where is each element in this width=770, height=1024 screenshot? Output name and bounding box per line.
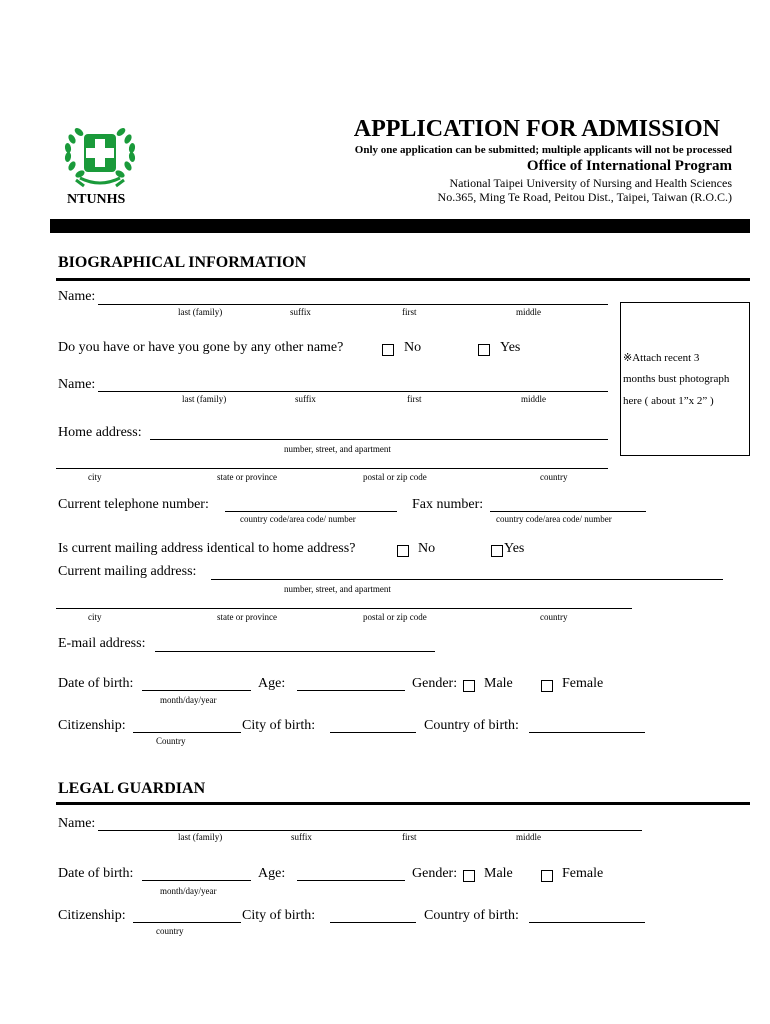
guardian-dob-field[interactable] <box>144 866 249 881</box>
sub-middle-2: middle <box>521 394 546 404</box>
other-name-line <box>98 391 608 392</box>
age-field[interactable] <box>299 676 403 691</box>
other-name-no-label: No <box>404 340 422 355</box>
dob-label: Date of birth: <box>58 676 134 691</box>
guardian-sub-suffix: suffix <box>291 832 312 842</box>
guardian-age-label: Age: <box>258 866 286 881</box>
fax-label: Fax number: <box>412 497 484 512</box>
mailing-address-field[interactable] <box>213 564 721 579</box>
guardian-gender-label: Gender: <box>412 866 458 881</box>
other-name-question: Do you have or have you gone by any other name? <box>58 340 344 355</box>
mailing-yes-label: Yes <box>504 541 525 556</box>
sub-country: country <box>540 472 568 482</box>
male-label: Male <box>484 676 513 691</box>
other-name-yes-checkbox[interactable] <box>478 344 490 356</box>
guardian-male-label: Male <box>484 866 513 881</box>
country-birth-line <box>529 732 645 733</box>
email-line <box>155 651 435 652</box>
mailing-address-line <box>211 579 723 580</box>
sub-suffix-2: suffix <box>295 394 316 404</box>
guardian-country-birth-label: Country of birth: <box>424 908 519 923</box>
country-birth-label: Country of birth: <box>424 718 519 733</box>
photo-instruction-3: here ( about 1”x 2” ) <box>623 395 714 407</box>
mailing-no-label: No <box>418 541 436 556</box>
header-divider <box>50 219 750 233</box>
home-address-field[interactable] <box>152 425 606 440</box>
sub-middle: middle <box>516 307 541 317</box>
sub-last: last (family) <box>178 307 223 317</box>
guardian-city-birth-label: City of birth: <box>242 908 316 923</box>
sub-city: city <box>88 472 102 482</box>
laurel-cross-icon <box>58 124 142 190</box>
guardian-dob-line <box>142 880 251 881</box>
other-name-label: Name: <box>58 377 96 392</box>
notice-text: Only one application can be submitted; multiple applicants will not be processed <box>354 144 732 156</box>
guardian-name-line <box>98 830 642 831</box>
email-label: E-mail address: <box>58 636 146 651</box>
home-address-line2 <box>56 468 608 469</box>
logo-text: NTUNHS <box>67 192 126 207</box>
dob-line <box>142 690 251 691</box>
guardian-city-birth-field[interactable] <box>332 908 414 923</box>
fax-field[interactable] <box>492 497 644 512</box>
guardian-citizenship-line <box>133 922 241 923</box>
guardian-name-field[interactable] <box>100 816 640 831</box>
guardian-sub-first: first <box>402 832 417 842</box>
mailing-address-label: Current mailing address: <box>58 564 197 579</box>
citizenship-line <box>133 732 241 733</box>
guardian-male-checkbox[interactable] <box>463 870 475 882</box>
mailing-question: Is current mailing address identical to home address? <box>58 541 356 556</box>
phone-sub: country code/area code/ number <box>240 514 356 524</box>
section-heading-biographical: BIOGRAPHICAL INFORMATION <box>58 254 307 271</box>
sub-first: first <box>402 307 417 317</box>
photo-instruction-1: ※Attach recent 3 <box>623 352 700 364</box>
home-address-label: Home address: <box>58 425 142 440</box>
female-label: Female <box>562 676 604 691</box>
home-address-line2-field[interactable] <box>58 454 606 468</box>
section-heading-guardian: LEGAL GUARDIAN <box>58 780 206 797</box>
guardian-citizenship-label: Citizenship: <box>58 908 126 923</box>
guardian-sub-middle: middle <box>516 832 541 842</box>
guardian-section-rule <box>56 802 750 805</box>
guardian-country-birth-field[interactable] <box>531 908 643 923</box>
city-birth-line <box>330 732 416 733</box>
age-line <box>297 690 405 691</box>
guardian-female-checkbox[interactable] <box>541 870 553 882</box>
mailing-address-line2 <box>56 608 632 609</box>
mailing-sub-country: country <box>540 612 568 622</box>
sub-state: state or province <box>217 472 277 482</box>
section-rule <box>56 278 750 281</box>
female-checkbox[interactable] <box>541 680 553 692</box>
mailing-address-line2-field[interactable] <box>58 594 630 608</box>
school-logo <box>58 124 142 190</box>
gender-label: Gender: <box>412 676 458 691</box>
phone-label: Current telephone number: <box>58 497 209 512</box>
guardian-citizenship-field[interactable] <box>135 908 239 923</box>
city-birth-label: City of birth: <box>242 718 316 733</box>
mailing-yes-checkbox[interactable] <box>491 545 503 557</box>
other-name-field[interactable] <box>100 377 606 392</box>
photo-box[interactable] <box>620 302 750 456</box>
mailing-sub-city: city <box>88 612 102 622</box>
country-birth-field[interactable] <box>531 718 643 733</box>
fax-sub: country code/area code/ number <box>496 514 612 524</box>
guardian-age-line <box>297 880 405 881</box>
name-field[interactable] <box>100 289 606 304</box>
university-name: National Taipei University of Nursing and Health Sciences <box>449 176 732 190</box>
name-field-line <box>98 304 608 305</box>
page-title: APPLICATION FOR ADMISSION <box>353 116 720 142</box>
home-address-line <box>150 439 608 440</box>
guardian-country-birth-line <box>529 922 645 923</box>
guardian-age-field[interactable] <box>299 866 403 881</box>
citizenship-sub: Country <box>156 736 186 746</box>
phone-line <box>225 511 397 512</box>
university-address: No.365, Ming Te Road, Peitou Dist., Taipei, Taiwan (R.O.C.) <box>437 190 732 204</box>
citizenship-field[interactable] <box>135 718 239 733</box>
male-checkbox[interactable] <box>463 680 475 692</box>
sub-suffix: suffix <box>290 307 311 317</box>
guardian-name-label: Name: <box>58 816 96 831</box>
name-label: Name: <box>58 289 96 304</box>
email-field[interactable] <box>157 636 433 651</box>
mailing-sub-street: number, street, and apartment <box>284 584 391 594</box>
sub-postal: postal or zip code <box>363 472 427 482</box>
mailing-sub-postal: postal or zip code <box>363 612 427 622</box>
citizenship-label: Citizenship: <box>58 718 126 733</box>
guardian-citizenship-sub: country <box>156 926 184 936</box>
dob-sub: month/day/year <box>160 695 217 705</box>
mailing-sub-state: state or province <box>217 612 277 622</box>
phone-field[interactable] <box>227 497 395 512</box>
age-label: Age: <box>258 676 286 691</box>
guardian-dob-label: Date of birth: <box>58 866 134 881</box>
guardian-female-label: Female <box>562 866 604 881</box>
guardian-city-birth-line <box>330 922 416 923</box>
fax-line <box>490 511 646 512</box>
sub-last-2: last (family) <box>182 394 227 404</box>
guardian-sub-last: last (family) <box>178 832 223 842</box>
sub-street: number, street, and apartment <box>284 444 391 454</box>
guardian-dob-sub: month/day/year <box>160 886 217 896</box>
office-name: Office of International Program <box>526 158 732 174</box>
mailing-no-checkbox[interactable] <box>397 545 409 557</box>
photo-instruction-2: months bust photograph <box>623 373 730 385</box>
dob-field[interactable] <box>144 676 249 691</box>
other-name-no-checkbox[interactable] <box>382 344 394 356</box>
city-birth-field[interactable] <box>332 718 414 733</box>
other-name-yes-label: Yes <box>500 340 521 355</box>
sub-first-2: first <box>407 394 422 404</box>
